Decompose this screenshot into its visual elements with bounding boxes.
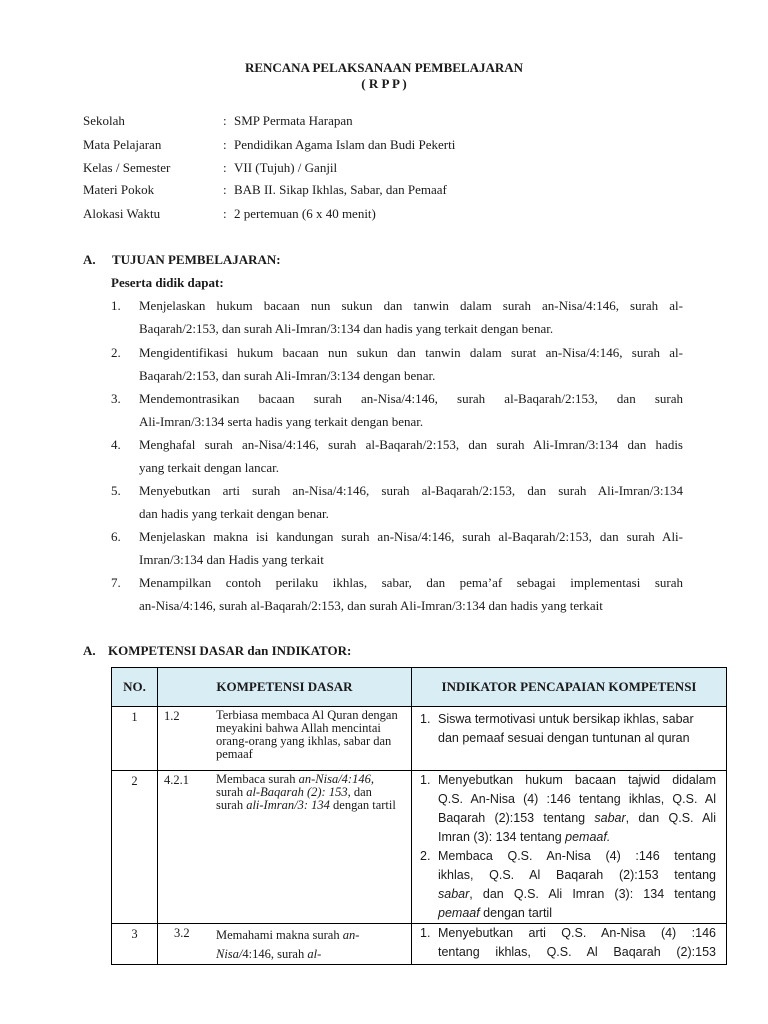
objective-line: Menjelaskan hukum bacaan nun sukun dan tanwin dalam surah an-Nisa/4:146, surah al- [139, 298, 683, 313]
objective-line: yang terkait dengan lancar. [139, 460, 280, 475]
meta-separator: : [223, 182, 227, 197]
indicator-line: Baqarah (2):153 tentang sabar, dan Q.S. Ali [438, 811, 716, 825]
table-row [112, 707, 727, 771]
column-header-indicator: INDIKATOR PENCAPAIAN KOMPETENSI [412, 668, 727, 707]
objective-number: 7. [111, 575, 121, 590]
section-title: TUJUAN PEMBELAJARAN: [112, 252, 281, 267]
objectives-intro: Peserta didik dapat: [111, 275, 224, 290]
indicator-number: 2. [420, 849, 431, 863]
kd-cell [158, 924, 412, 965]
indicator-line: pemaaf dengan tartil [438, 906, 552, 920]
indicator-line: Q.S. An-Nisa (4) :146 tentang ikhlas, Q.S. Al [438, 792, 716, 806]
table-row [112, 771, 727, 924]
indicator-item [412, 710, 726, 748]
indicator-line: ikhlas, Q.S. Al Baqarah (2):153 tentang [438, 868, 716, 882]
row-number: 3 [112, 924, 158, 965]
section-heading-competencies [83, 643, 351, 659]
objective-line: an-Nisa/4:146, surah al-Baqarah/2:153, dan surah Ali-Imran/3:134 dan hadis yang terkait [139, 598, 603, 613]
section-title: KOMPETENSI DASAR dan INDIKATOR: [108, 643, 352, 658]
meta-key: Alokasi Waktu [83, 206, 161, 221]
meta-value: SMP Permata Harapan [234, 113, 353, 128]
meta-key: Kelas / Semester [83, 160, 171, 175]
meta-separator: : [223, 206, 227, 221]
indicator-item [412, 924, 726, 962]
meta-value: Pendidikan Agama Islam dan Budi Pekerti [234, 137, 456, 152]
table-header-row [112, 668, 727, 707]
indicator-line: sabar, dan Q.S. Ali Imran (3): 134 tentang [438, 887, 716, 901]
table-row [112, 924, 727, 965]
indicator-cell [412, 707, 727, 771]
indicator-item [412, 771, 726, 847]
objective-line: Baqarah/2:153, dan surah Ali-Imran/3:134 dengan benar. [139, 368, 436, 383]
meta-separator: : [223, 113, 227, 128]
indicator-line: Imran (3): 134 tentang pemaaf. [438, 830, 611, 844]
meta-key: Mata Pelajaran [83, 137, 162, 152]
row-number: 1 [112, 707, 158, 771]
objective-line: Mengidentifikasi hukum bacaan nun sukun dan tanwin dalam surat an-Nisa/4:146, surah al- [139, 345, 683, 360]
document-subtitle: ( R P P ) [361, 76, 407, 91]
indicator-cell [412, 924, 727, 965]
objective-line: Ali-Imran/3:134 serta hadis yang terkait dengan benar. [139, 414, 424, 429]
objective-line: Menampilkan contoh perilaku ikhlas, sabar, dan pema’af sebagai implementasi surah [139, 575, 683, 590]
objective-number: 3. [111, 391, 121, 406]
objective-line: Menghafal surah an-Nisa/4:146, surah al-Baqarah/2:153, dan surah Ali-Imran/3:134 dan hadis [139, 437, 683, 452]
objective-line: Menyebutkan arti surah an-Nisa/4:146, surah al-Baqarah/2:153, dan surah Ali-Imran/3:134 [139, 483, 683, 498]
indicator-cell [412, 771, 727, 924]
meta-separator: : [223, 137, 227, 152]
section-letter: A. [83, 252, 96, 267]
objective-number: 1. [111, 298, 121, 313]
column-header-no: NO. [112, 668, 158, 707]
objective-number: 5. [111, 483, 121, 498]
indicator-number: 1. [420, 773, 431, 787]
kd-cell [158, 771, 412, 924]
objective-line: Mendemontrasikan bacaan surah an-Nisa/4:146, surah al-Baqarah/2:153, dan surah [139, 391, 683, 406]
indicator-line: tentang ikhlas, Q.S. Al Baqarah (2):153 [438, 945, 716, 959]
kd-code: 3.2 [174, 926, 190, 940]
meta-value: VII (Tujuh) / Ganjil [234, 160, 338, 175]
objective-line: dan hadis yang terkait dengan benar. [139, 506, 329, 521]
column-header-kd: KOMPETENSI DASAR [158, 668, 412, 707]
objective-line: Menjelaskan makna isi kandungan surah an-Nisa/4:146, surah al-Baqarah/2:153, dan surah Ali- [139, 529, 683, 544]
indicator-number: 1. [420, 926, 431, 940]
kd-code: 4.2.1 [164, 773, 189, 787]
indicator-line: Menyebutkan hukum bacaan tajwid didalam [438, 773, 716, 787]
kd-code: 1.2 [164, 709, 180, 723]
objective-line: Imran/3:134 dan Hadis yang terkait [139, 552, 324, 567]
competency-table [111, 667, 727, 965]
row-number: 2 [112, 771, 158, 924]
indicator-line: dan pemaaf sesuai dengan tuntunan al quran [438, 731, 690, 745]
kd-description: Memahami makna surah an-Nisa/4:146, surah al- [216, 928, 360, 961]
meta-value: BAB II. Sikap Ikhlas, Sabar, dan Pemaaf [234, 182, 447, 197]
meta-key: Sekolah [83, 113, 125, 128]
meta-key: Materi Pokok [83, 182, 155, 197]
section-heading-objectives [83, 252, 281, 268]
document-title: RENCANA PELAKSANAAN PEMBELAJARAN [244, 60, 524, 75]
meta-separator: : [223, 160, 227, 175]
kd-description: Membaca surah an-Nisa/4:146, surah al-Baqarah (2): 153, dan surah ali-Imran/3: 134 dengan tartil [216, 772, 396, 812]
indicator-number: 1. [420, 712, 431, 726]
indicator-line: Siswa termotivasi untuk bersikap ikhlas, sabar [438, 712, 694, 726]
indicator-item [412, 847, 726, 923]
kd-cell [158, 707, 412, 771]
objective-line: Baqarah/2:153, dan surah Ali-Imran/3:134 dan hadis yang terkait dengan benar. [139, 321, 554, 336]
objective-number: 2. [111, 345, 121, 360]
objective-number: 4. [111, 437, 121, 452]
indicator-line: Menyebutkan arti Q.S. An-Nisa (4) :146 [438, 926, 716, 940]
kd-description: Terbiasa membaca Al Quran dengan meyakini bahwa Allah mencintai orang-orang yang ikhlas, sabar dan pemaaf [216, 708, 398, 761]
indicator-line: Membaca Q.S. An-Nisa (4) :146 tentang [438, 849, 716, 863]
meta-value: 2 pertemuan (6 x 40 menit) [234, 206, 376, 221]
objective-number: 6. [111, 529, 121, 544]
section-letter: A. [83, 643, 96, 658]
